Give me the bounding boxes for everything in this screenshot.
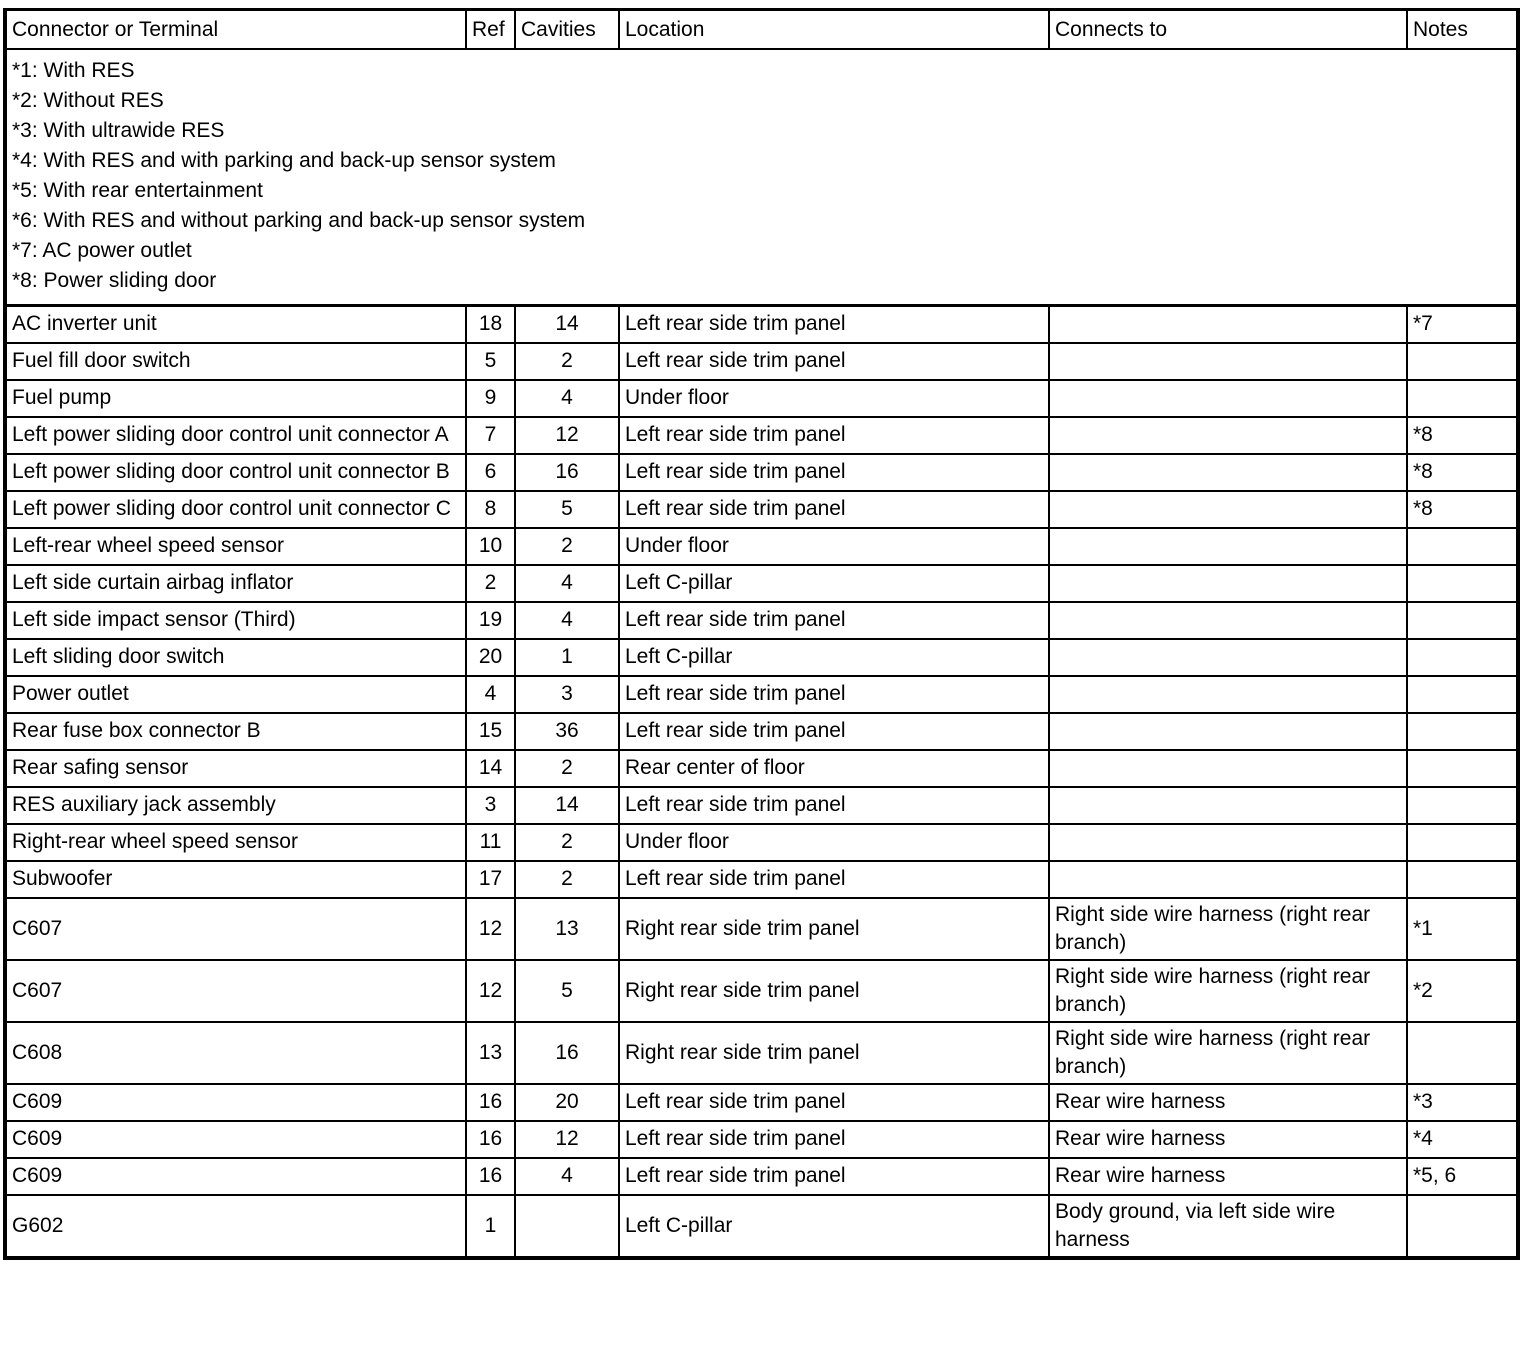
- cell-cavities: [515, 1195, 619, 1258]
- cell-location: Left rear side trim panel: [619, 491, 1049, 528]
- cell-notes: [1407, 676, 1518, 713]
- cell-ref: 7: [466, 417, 515, 454]
- footnote-1: *1: With RES: [12, 59, 135, 82]
- cell-notes: *3: [1407, 1084, 1518, 1121]
- footnote-5: *5: With rear entertainment: [12, 179, 263, 202]
- cell-location: Left rear side trim panel: [619, 713, 1049, 750]
- cell-connects-to: Rear wire harness: [1049, 1121, 1407, 1158]
- column-header-ref: Ref: [466, 10, 515, 50]
- cell-notes: *8: [1407, 454, 1518, 491]
- cell-cavities: 2: [515, 824, 619, 861]
- cell-connects-to: [1049, 417, 1407, 454]
- table-row: [5, 861, 1518, 898]
- cell-cavities: 2: [515, 343, 619, 380]
- table-row: [5, 343, 1518, 380]
- footnote-2: *2: Without RES: [12, 89, 164, 112]
- column-header-connector: Connector or Terminal: [5, 10, 466, 50]
- cell-connector: Left side curtain airbag inflator: [5, 565, 466, 602]
- cell-cavities: 12: [515, 1121, 619, 1158]
- cell-cavities: 4: [515, 380, 619, 417]
- header-row: [5, 10, 1518, 50]
- cell-cavities: 20: [515, 1084, 619, 1121]
- table-row: [5, 306, 1518, 343]
- cell-location: Left rear side trim panel: [619, 1121, 1049, 1158]
- cell-ref: 15: [466, 713, 515, 750]
- cell-notes: *7: [1407, 306, 1518, 343]
- cell-notes: *2: [1407, 960, 1518, 1022]
- cell-ref: 12: [466, 898, 515, 960]
- cell-connector: C609: [5, 1084, 466, 1121]
- cell-connects-to: Body ground, via left side wire harness: [1049, 1195, 1407, 1258]
- table-row: [5, 1022, 1518, 1084]
- cell-location: Right rear side trim panel: [619, 960, 1049, 1022]
- cell-connector: Right-rear wheel speed sensor: [5, 824, 466, 861]
- footnote-6: *6: With RES and without parking and back-up sensor system: [12, 209, 586, 232]
- cell-connector: C608: [5, 1022, 466, 1084]
- cell-location: Left C-pillar: [619, 1195, 1049, 1258]
- cell-ref: 1: [466, 1195, 515, 1258]
- cell-ref: 2: [466, 565, 515, 602]
- cell-connects-to: [1049, 750, 1407, 787]
- cell-ref: 16: [466, 1121, 515, 1158]
- cell-connector: Fuel pump: [5, 380, 466, 417]
- cell-connects-to: [1049, 491, 1407, 528]
- table-row: [5, 676, 1518, 713]
- cell-connector: Left power sliding door control unit connector B: [5, 454, 466, 491]
- cell-ref: 10: [466, 528, 515, 565]
- cell-connects-to: Rear wire harness: [1049, 1158, 1407, 1195]
- cell-connects-to: [1049, 713, 1407, 750]
- cell-location: Left rear side trim panel: [619, 1084, 1049, 1121]
- table-row: [5, 454, 1518, 491]
- cell-connector: Left power sliding door control unit connector C: [5, 491, 466, 528]
- cell-connects-to: [1049, 639, 1407, 676]
- cell-notes: *8: [1407, 417, 1518, 454]
- cell-ref: 17: [466, 861, 515, 898]
- cell-ref: 14: [466, 750, 515, 787]
- document-page: [3, 8, 1520, 1260]
- cell-location: Left rear side trim panel: [619, 602, 1049, 639]
- cell-ref: 20: [466, 639, 515, 676]
- cell-notes: *1: [1407, 898, 1518, 960]
- footnote-7: *7: AC power outlet: [12, 239, 192, 262]
- cell-notes: *8: [1407, 491, 1518, 528]
- cell-connector: RES auxiliary jack assembly: [5, 787, 466, 824]
- cell-cavities: 36: [515, 713, 619, 750]
- cell-location: Under floor: [619, 824, 1049, 861]
- cell-location: Right rear side trim panel: [619, 1022, 1049, 1084]
- cell-location: Left C-pillar: [619, 565, 1049, 602]
- cell-cavities: 4: [515, 1158, 619, 1195]
- cell-ref: 19: [466, 602, 515, 639]
- connector-location-table: [3, 8, 1520, 1260]
- cell-ref: 13: [466, 1022, 515, 1084]
- table-row: [5, 380, 1518, 417]
- cell-connects-to: [1049, 602, 1407, 639]
- cell-connector: C609: [5, 1158, 466, 1195]
- cell-notes: [1407, 343, 1518, 380]
- footnote-4: *4: With RES and with parking and back-up sensor system: [12, 149, 556, 172]
- cell-notes: [1407, 713, 1518, 750]
- cell-ref: 8: [466, 491, 515, 528]
- column-header-connects-to: Connects to: [1049, 10, 1407, 50]
- cell-notes: [1407, 380, 1518, 417]
- table-row: [5, 565, 1518, 602]
- table-row: [5, 1158, 1518, 1195]
- cell-connects-to: [1049, 380, 1407, 417]
- table-row: [5, 824, 1518, 861]
- column-header-cavities: Cavities: [515, 10, 619, 50]
- cell-notes: [1407, 1022, 1518, 1084]
- cell-connects-to: Rear wire harness: [1049, 1084, 1407, 1121]
- cell-connects-to: [1049, 528, 1407, 565]
- cell-location: Left rear side trim panel: [619, 861, 1049, 898]
- cell-location: Left rear side trim panel: [619, 343, 1049, 380]
- cell-location: Left rear side trim panel: [619, 787, 1049, 824]
- cell-cavities: 1: [515, 639, 619, 676]
- table-row: [5, 417, 1518, 454]
- cell-location: Under floor: [619, 528, 1049, 565]
- cell-notes: *4: [1407, 1121, 1518, 1158]
- table-row: [5, 1195, 1518, 1258]
- table-row: [5, 750, 1518, 787]
- column-header-notes: Notes: [1407, 10, 1518, 50]
- cell-cavities: 16: [515, 1022, 619, 1084]
- cell-connector: C607: [5, 898, 466, 960]
- cell-location: Under floor: [619, 380, 1049, 417]
- cell-notes: [1407, 565, 1518, 602]
- cell-connector: Left-rear wheel speed sensor: [5, 528, 466, 565]
- cell-connector: G602: [5, 1195, 466, 1258]
- cell-notes: [1407, 824, 1518, 861]
- cell-cavities: 4: [515, 602, 619, 639]
- cell-connects-to: [1049, 565, 1407, 602]
- cell-connector: Left sliding door switch: [5, 639, 466, 676]
- cell-ref: 3: [466, 787, 515, 824]
- cell-connects-to: [1049, 861, 1407, 898]
- cell-ref: 4: [466, 676, 515, 713]
- cell-ref: 12: [466, 960, 515, 1022]
- footnote-row: [5, 49, 1518, 306]
- cell-ref: 9: [466, 380, 515, 417]
- cell-connector: Rear fuse box connector B: [5, 713, 466, 750]
- cell-location: Left rear side trim panel: [619, 306, 1049, 343]
- cell-ref: 16: [466, 1158, 515, 1195]
- table-row: [5, 528, 1518, 565]
- cell-location: Left C-pillar: [619, 639, 1049, 676]
- table-row: [5, 491, 1518, 528]
- cell-cavities: 2: [515, 861, 619, 898]
- cell-connector: Rear safing sensor: [5, 750, 466, 787]
- table-row: [5, 898, 1518, 960]
- cell-cavities: 3: [515, 676, 619, 713]
- cell-connects-to: Right side wire harness (right rear branch): [1049, 898, 1407, 960]
- cell-connector: AC inverter unit: [5, 306, 466, 343]
- cell-cavities: 5: [515, 960, 619, 1022]
- cell-notes: [1407, 750, 1518, 787]
- cell-cavities: 13: [515, 898, 619, 960]
- cell-connects-to: [1049, 787, 1407, 824]
- cell-connector: Power outlet: [5, 676, 466, 713]
- cell-connector: C609: [5, 1121, 466, 1158]
- cell-cavities: 4: [515, 565, 619, 602]
- cell-connector: Left power sliding door control unit connector A: [5, 417, 466, 454]
- cell-connects-to: [1049, 343, 1407, 380]
- cell-ref: 11: [466, 824, 515, 861]
- cell-location: Left rear side trim panel: [619, 454, 1049, 491]
- cell-notes: *5, 6: [1407, 1158, 1518, 1195]
- cell-ref: 6: [466, 454, 515, 491]
- cell-connector: C607: [5, 960, 466, 1022]
- table-row: [5, 602, 1518, 639]
- cell-ref: 18: [466, 306, 515, 343]
- cell-connector: Left side impact sensor (Third): [5, 602, 466, 639]
- cell-connector: Subwoofer: [5, 861, 466, 898]
- cell-location: Rear center of floor: [619, 750, 1049, 787]
- cell-notes: [1407, 528, 1518, 565]
- cell-location: Left rear side trim panel: [619, 417, 1049, 454]
- cell-notes: [1407, 602, 1518, 639]
- cell-ref: 16: [466, 1084, 515, 1121]
- table-row: [5, 1084, 1518, 1121]
- cell-cavities: 12: [515, 417, 619, 454]
- cell-notes: [1407, 1195, 1518, 1258]
- cell-connector: Fuel fill door switch: [5, 343, 466, 380]
- table-row: [5, 787, 1518, 824]
- footnote-3: *3: With ultrawide RES: [12, 119, 225, 142]
- table-row: [5, 639, 1518, 676]
- footnote-8: *8: Power sliding door: [12, 269, 217, 292]
- table-row: [5, 1121, 1518, 1158]
- column-header-location: Location: [619, 10, 1049, 50]
- cell-notes: [1407, 787, 1518, 824]
- cell-cavities: 2: [515, 750, 619, 787]
- cell-cavities: 14: [515, 306, 619, 343]
- cell-cavities: 2: [515, 528, 619, 565]
- table-row: [5, 713, 1518, 750]
- cell-cavities: 14: [515, 787, 619, 824]
- cell-connects-to: Right side wire harness (right rear branch): [1049, 1022, 1407, 1084]
- cell-notes: [1407, 639, 1518, 676]
- cell-connects-to: [1049, 454, 1407, 491]
- cell-location: Left rear side trim panel: [619, 676, 1049, 713]
- cell-location: Right rear side trim panel: [619, 898, 1049, 960]
- cell-cavities: 16: [515, 454, 619, 491]
- cell-ref: 5: [466, 343, 515, 380]
- cell-connects-to: Right side wire harness (right rear branch): [1049, 960, 1407, 1022]
- cell-cavities: 5: [515, 491, 619, 528]
- cell-location: Left rear side trim panel: [619, 1158, 1049, 1195]
- table-body: [5, 306, 1518, 1258]
- footnote-cell: [5, 49, 1518, 306]
- cell-connects-to: [1049, 676, 1407, 713]
- table-row: [5, 960, 1518, 1022]
- cell-notes: [1407, 861, 1518, 898]
- cell-connects-to: [1049, 824, 1407, 861]
- cell-connects-to: [1049, 306, 1407, 343]
